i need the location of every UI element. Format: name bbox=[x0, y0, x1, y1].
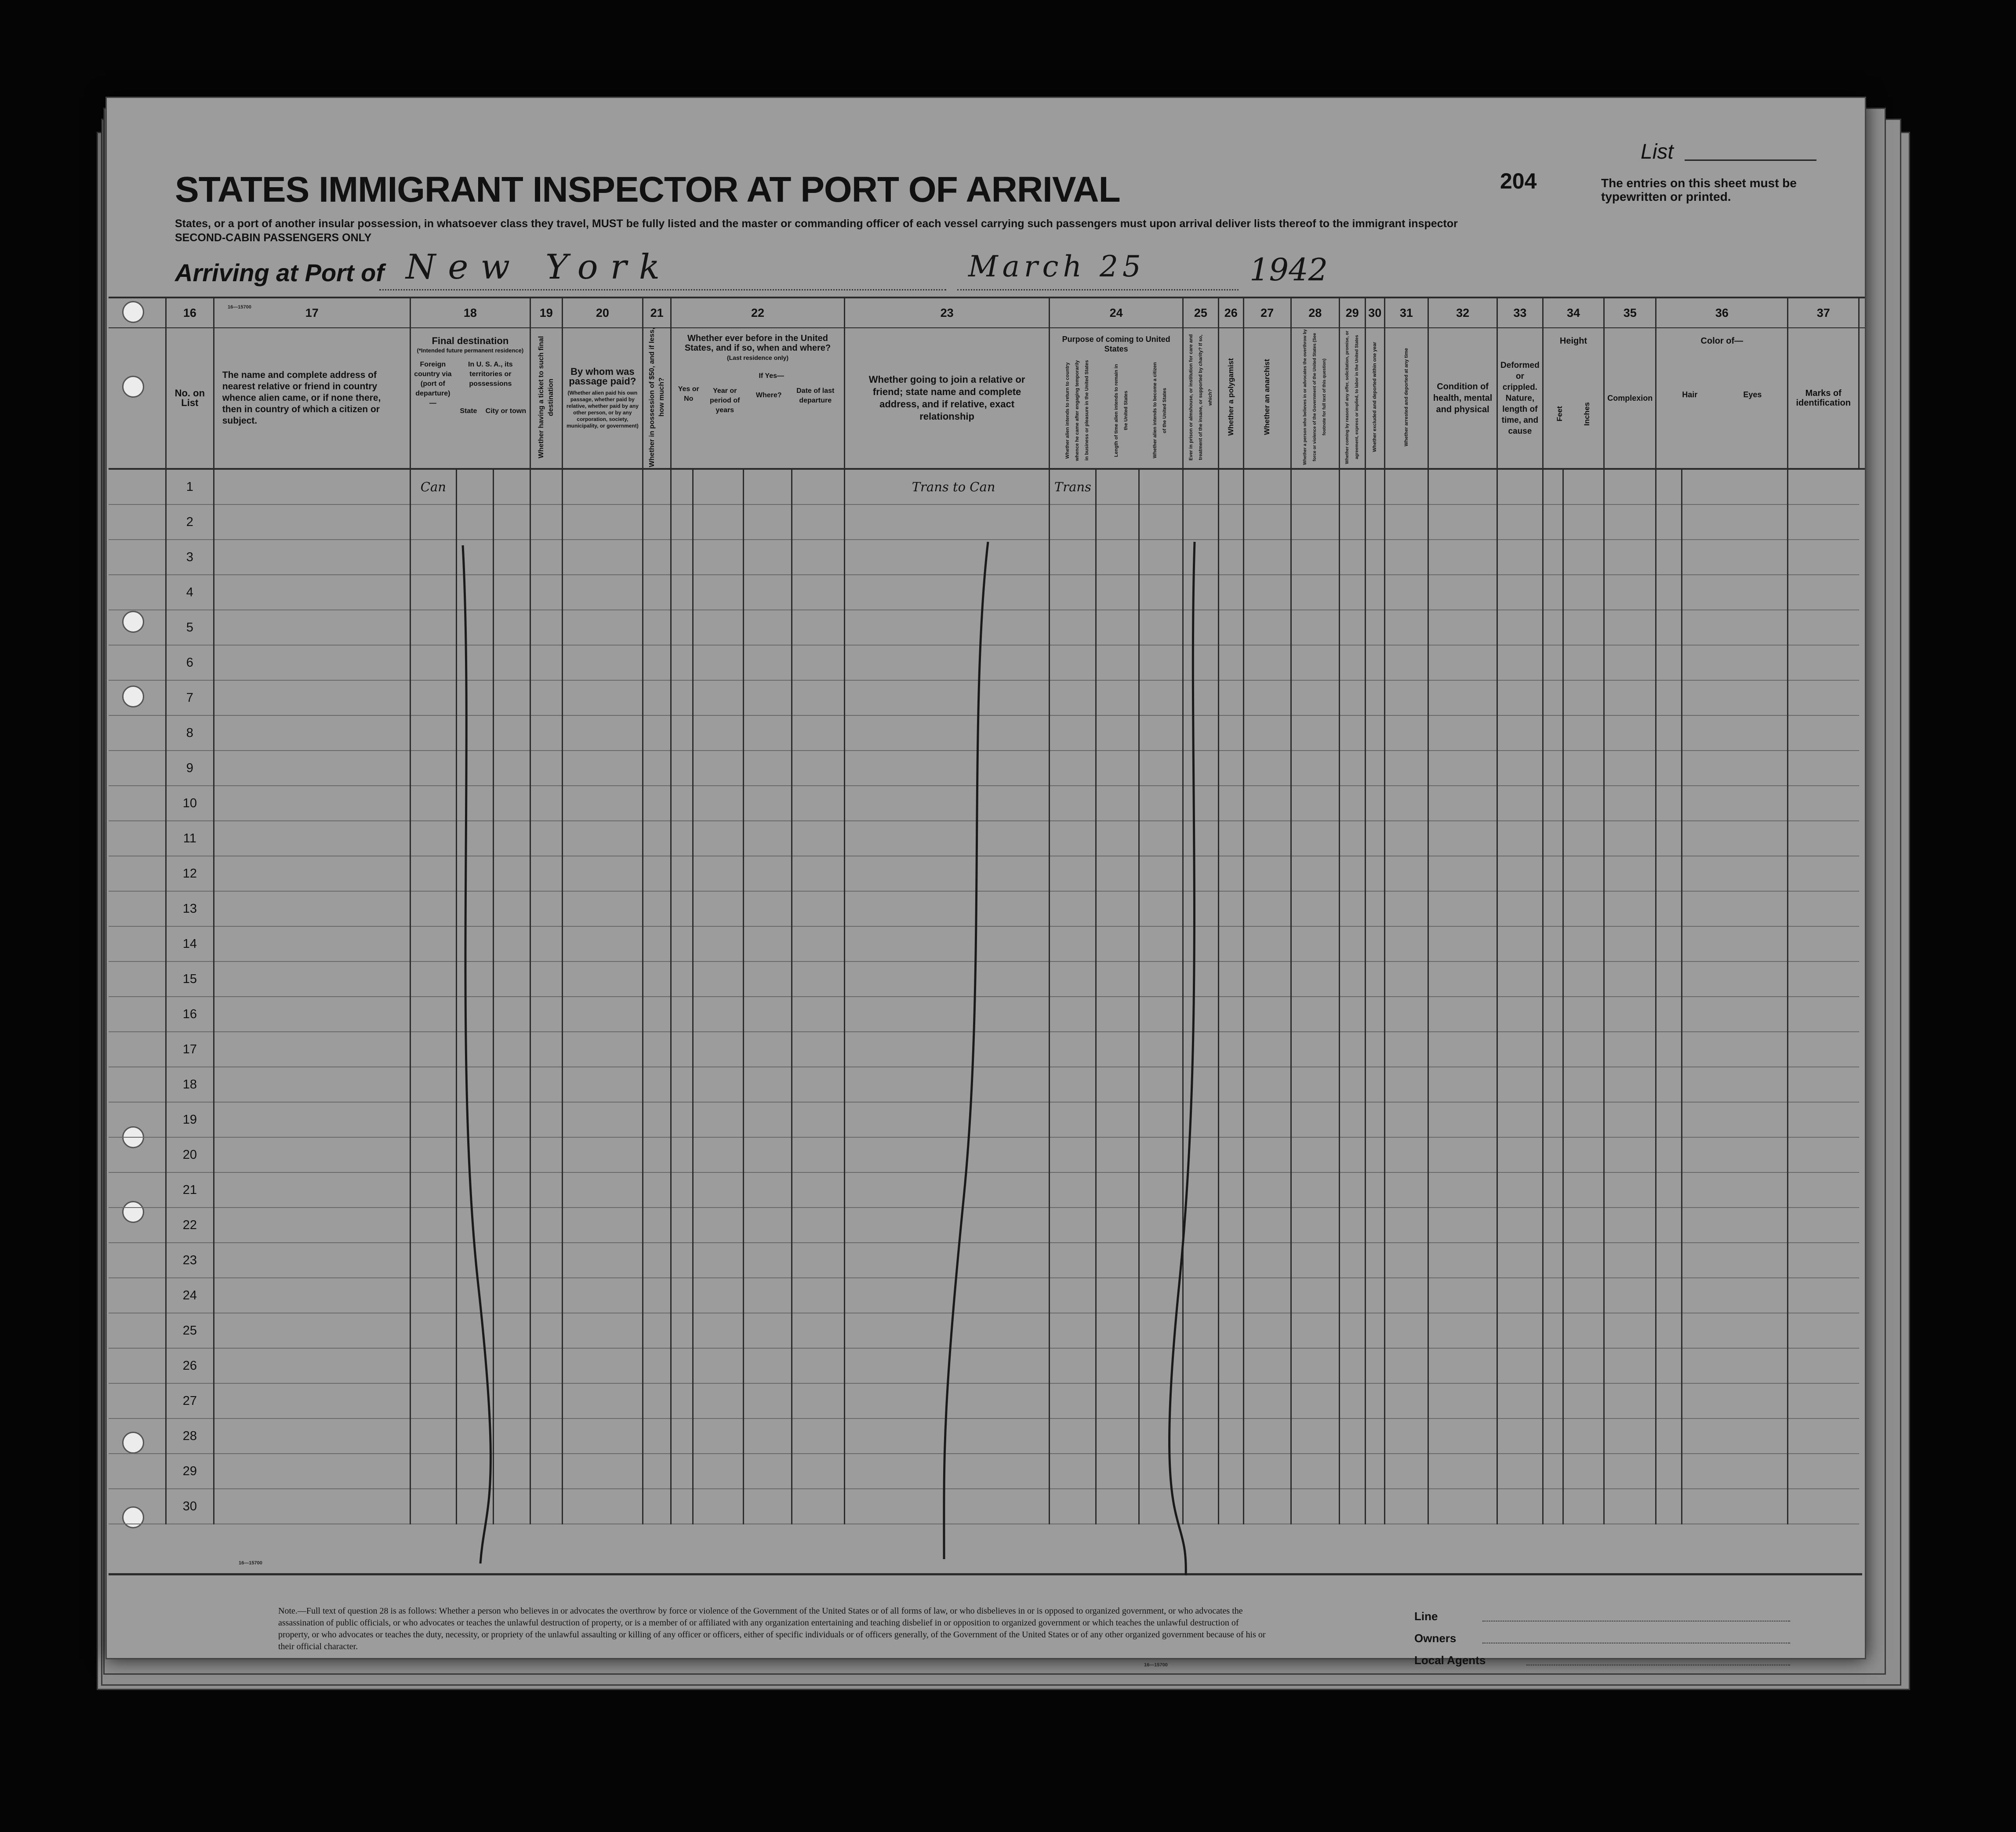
col-34-inches: Inches bbox=[1583, 402, 1591, 426]
col-36-number: 36 bbox=[1656, 297, 1788, 328]
col-23-number: 23 bbox=[844, 297, 1050, 328]
col-26-number: 26 bbox=[1218, 297, 1243, 328]
row-number: 12 bbox=[166, 856, 214, 891]
row-number: 21 bbox=[166, 1172, 214, 1208]
col-22-ifyes-label: If Yes— bbox=[759, 372, 784, 380]
row-number: 28 bbox=[166, 1418, 214, 1454]
line-label: Line bbox=[1414, 1610, 1438, 1623]
row-number: 24 bbox=[166, 1278, 214, 1313]
col-18-usa-label: In U. S. A., its territories or possessions bbox=[468, 361, 513, 388]
col-34-feet: Feet bbox=[1555, 406, 1564, 422]
row-number: 8 bbox=[166, 715, 214, 751]
list-label: List bbox=[1641, 140, 1674, 163]
form-title: STATES IMMIGRANT INSPECTOR AT PORT OF ARRIVAL bbox=[175, 170, 1120, 210]
row-number: 7 bbox=[166, 680, 214, 715]
row-number: 27 bbox=[166, 1383, 214, 1418]
row-number: 6 bbox=[166, 645, 214, 680]
col-22-sub: (Last residence only) bbox=[726, 354, 789, 361]
ditto-mark-col-18 bbox=[463, 545, 490, 1564]
col-26-text: Whether a polygamist bbox=[1226, 358, 1235, 436]
col-24-length: Length of time alien intends to remain in the United States bbox=[1113, 364, 1129, 457]
col-29-text: Whether coming by reason of any offer, solicitation, promise, or agreement, express or implied, to labor in the United States bbox=[1344, 330, 1359, 464]
col-20-number: 20 bbox=[562, 297, 643, 328]
col-36-eyes: Eyes bbox=[1743, 390, 1762, 399]
row-number: 29 bbox=[166, 1454, 214, 1489]
col-35-header: Complexion bbox=[1604, 328, 1656, 469]
entry-join-relative: Trans to Can bbox=[844, 469, 1050, 504]
col-18-number: 18 bbox=[410, 297, 530, 328]
manifest-sheet bbox=[105, 97, 1866, 1668]
col-24-number: 24 bbox=[1050, 297, 1183, 328]
form-code-bottom: 16—15700 bbox=[239, 1560, 262, 1566]
year-value: 1942 bbox=[1250, 252, 1328, 288]
row-number: 25 bbox=[166, 1313, 214, 1348]
typewritten-note: The entries on this sheet must be typewritten or printed. bbox=[1601, 176, 1797, 203]
col-19-number: 19 bbox=[530, 297, 562, 328]
row-number: 2 bbox=[166, 504, 214, 540]
row-number: 4 bbox=[166, 575, 214, 610]
row-number: 5 bbox=[166, 610, 214, 645]
col-37-number: 37 bbox=[1788, 297, 1859, 328]
col-24-group: Purpose of coming to United States bbox=[1062, 335, 1170, 353]
col-27-text: Whether an anarchist bbox=[1263, 359, 1271, 435]
col-23-header: Whether going to join a relative or friend; state name and complete address, and if relative, exact relationship bbox=[844, 328, 1050, 469]
col-28-number: 28 bbox=[1291, 297, 1339, 328]
col-16-number: 16 bbox=[166, 297, 214, 328]
row-number: 14 bbox=[166, 926, 214, 961]
row-number: 23 bbox=[166, 1243, 214, 1278]
col-25-text: Ever in prison or almshouse, or institution for care and treatment of the insane, or supported by charity? If so, which? bbox=[1188, 334, 1213, 461]
col-37-header: Marks of identification bbox=[1788, 328, 1859, 469]
col-18-group: Final destination bbox=[432, 335, 509, 346]
col-25-number: 25 bbox=[1183, 297, 1218, 328]
col-30-text: Whether excluded and deported within one year bbox=[1372, 342, 1378, 452]
date-value: March 25 bbox=[968, 250, 1145, 283]
row-number: 26 bbox=[166, 1348, 214, 1383]
col-36-hair: Hair bbox=[1682, 390, 1698, 399]
row-number: 16 bbox=[166, 997, 214, 1032]
col-31-text: Whether arrested and deported at any time bbox=[1403, 348, 1409, 446]
instructions-text: States, or a port of another insular possession, in whatsoever class they travel, MUST be fully listed and the master or commanding officer of each vessel carrying such passengers must upon arrival deliver lists thereof to the immigrant inspector bbox=[175, 218, 1458, 230]
local-agents-label: Local Agents bbox=[1414, 1654, 1486, 1667]
row-number: 18 bbox=[166, 1067, 214, 1102]
row-number: 11 bbox=[166, 821, 214, 856]
col-33-number: 33 bbox=[1497, 297, 1543, 328]
col-22-number: 22 bbox=[671, 297, 845, 328]
entry-foreign-country: Can bbox=[410, 469, 456, 504]
col-20-text: By whom was passage paid? bbox=[569, 366, 636, 387]
col-22-years: Year or period of years bbox=[710, 387, 740, 414]
row-number: 1 bbox=[166, 469, 214, 504]
col-28-text: Whether a person who believes in or advocates the overthrow by force or violence of the Government of the United States (See footnote for full text of this question) bbox=[1303, 329, 1327, 465]
col-18-sub: (*Intended future permanent residence) bbox=[417, 347, 524, 354]
row-number: 9 bbox=[166, 751, 214, 786]
col-30-number: 30 bbox=[1365, 297, 1384, 328]
col-16-header: No. on List bbox=[166, 328, 214, 469]
col-20-sub: (Whether alien paid his own passage, whether paid by relative, whether paid by any other person, or by any corporation, society, municipality, or government) bbox=[566, 390, 639, 429]
col-34-group: Height bbox=[1559, 336, 1587, 346]
row-number: 20 bbox=[166, 1137, 214, 1172]
line-field bbox=[1482, 1621, 1790, 1622]
footnote: Note.—Full text of question 28 is as follows: Whether a person who believes in or advocates the overthrow by force or violence of the Government of the United States or of all forms of law, or who disbelieves in or is opposed to organized government, or who advocates the assassination of public officials, or who advocates or teaches the unlawful destruction of property, or is a member of or affiliated with any organization entertaining and teaching disbelief in or opposition to organized government or which teaches the unlawful destruction of property, or who advocates or teaches the duty, necessity, or propriety of the unlawful assaulting or killing of any officer or officers, either of specific individuals or of officers generally, of the Government of the United States or of any other organized government because of his or their official character. bbox=[278, 1606, 1266, 1651]
col-24-citizen: Whether alien intends to become a citizen of the United States bbox=[1152, 362, 1168, 459]
col-24-return: Whether alien intends to return to country whence he came after engaging temporarily in business or pleasure in the United States bbox=[1064, 360, 1090, 461]
sheet-number: 204 bbox=[1500, 169, 1537, 193]
col-22-departure: Date of last departure bbox=[796, 387, 835, 404]
col-27-number: 27 bbox=[1243, 297, 1291, 328]
row-number: 30 bbox=[166, 1489, 214, 1524]
ditto-pen-strokes bbox=[107, 98, 1865, 1658]
row-number: 17 bbox=[166, 1032, 214, 1067]
col-32-number: 32 bbox=[1428, 297, 1497, 328]
row-number: 10 bbox=[166, 786, 214, 821]
col-22-where: Where? bbox=[756, 392, 782, 399]
col-22-group: Whether ever before in the United States, and if so, when and where? bbox=[684, 334, 831, 353]
arriving-label: Arriving at Port of bbox=[175, 259, 385, 287]
col-21-number: 21 bbox=[643, 297, 671, 328]
col-36-group: Color of— bbox=[1700, 336, 1744, 346]
col-32-header: Condition of health, mental and physical bbox=[1428, 328, 1497, 469]
row-number: 13 bbox=[166, 891, 214, 926]
col-17-number: 17 bbox=[214, 297, 410, 328]
col-18-foreign: Foreign country via (port of departure)— bbox=[414, 361, 452, 407]
col-22-yesno: Yes or No bbox=[678, 385, 699, 403]
col-17-header: The name and complete address of nearest relative or friend in country whence alien came, or if none there, then in country of which a citizen or subject. bbox=[214, 328, 410, 469]
ditto-mark-col-23 bbox=[944, 542, 988, 1559]
ditto-mark-col-24 bbox=[1170, 542, 1195, 1575]
row-number: 3 bbox=[166, 540, 214, 575]
col-35-number: 35 bbox=[1604, 297, 1656, 328]
col-18-city: City or town bbox=[485, 407, 527, 415]
col-18-state: State bbox=[460, 407, 477, 415]
form-code-note: 16—15700 bbox=[1144, 1662, 1168, 1668]
col-34-number: 34 bbox=[1543, 297, 1604, 328]
row-number: 15 bbox=[166, 961, 214, 997]
entry-purpose: Trans bbox=[1050, 469, 1096, 504]
port-value: New York bbox=[406, 247, 672, 287]
passenger-class: SECOND-CABIN PASSENGERS ONLY bbox=[175, 232, 372, 244]
col-29-number: 29 bbox=[1339, 297, 1365, 328]
form-code: 16—15700 bbox=[228, 305, 251, 310]
row-number: 19 bbox=[166, 1102, 214, 1137]
row-number: 22 bbox=[166, 1208, 214, 1243]
col-19-text: Whether having a ticket to such final destination bbox=[537, 336, 555, 458]
col-31-number: 31 bbox=[1384, 297, 1428, 328]
col-33-header: Deformed or crippled. Nature, length of time, and cause bbox=[1497, 328, 1543, 469]
owners-label: Owners bbox=[1414, 1632, 1457, 1645]
col-21-text: Whether in possession of $50, and if less, how much? bbox=[648, 327, 665, 467]
